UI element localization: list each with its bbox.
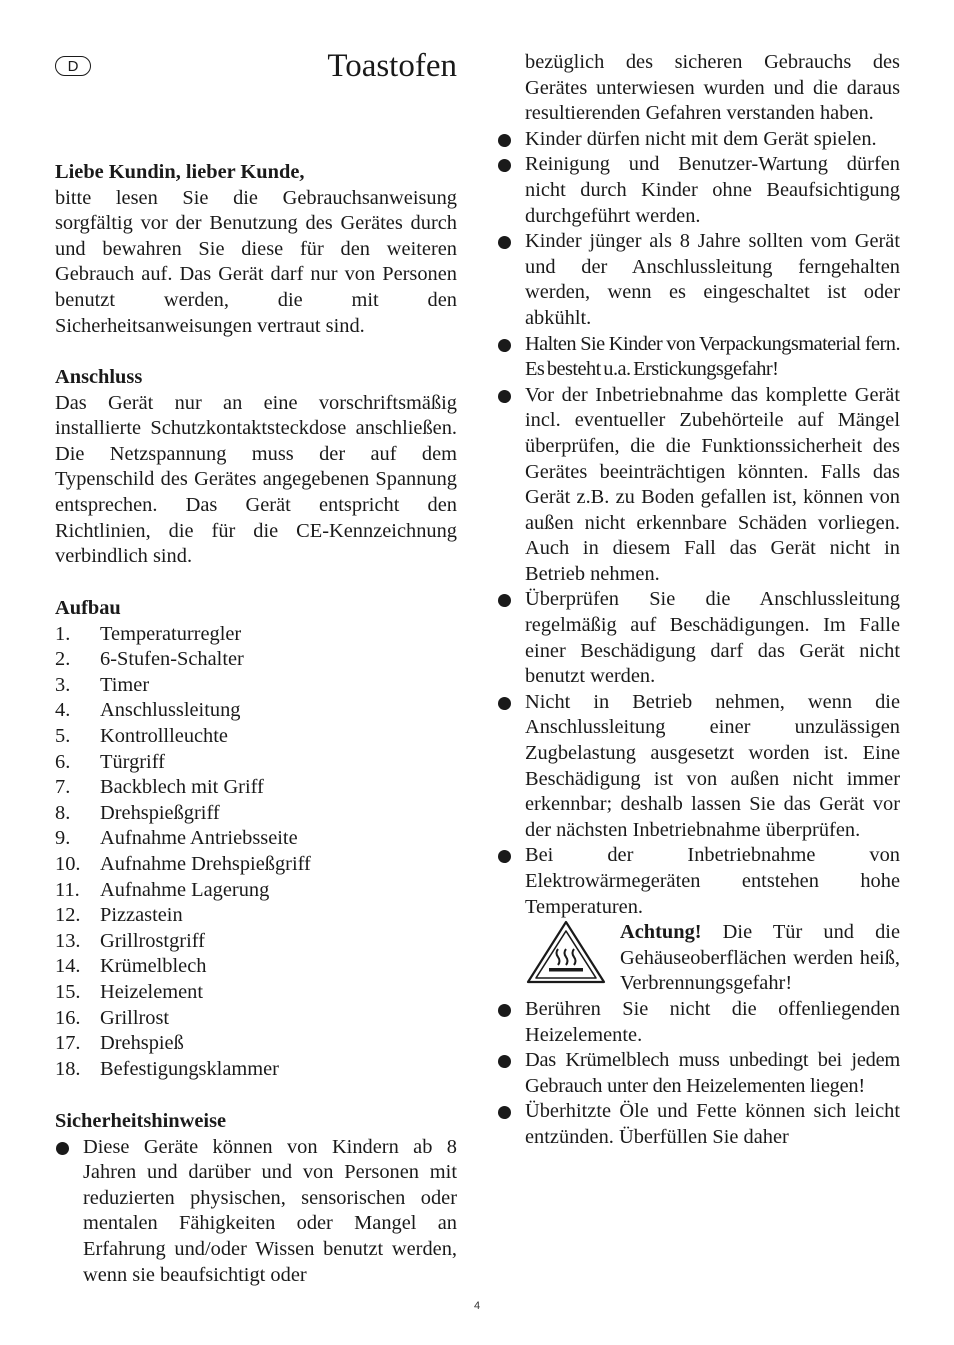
bullet-dot-icon	[498, 236, 511, 249]
safety-continuation: bezüglich des sicheren Gebrauchs des Gerätes unterwiesen wurden und die daraus resultierenden Gefahren verstanden haben.	[525, 51, 900, 125]
bullet-dot-icon	[498, 339, 511, 352]
safety-list-final	[497, 997, 900, 1151]
aufbau-item: 11. Aufnahme Lagerung	[55, 878, 270, 901]
aufbau-item: 6. Türgriff	[55, 750, 165, 773]
safety-bullet: Diese Geräte können von Kindern ab 8 Jahren und darüber und von Personen mit reduzierten physischen, sensorischen oder mentalen Fähigkeiten oder Mangel an Erfahrung und/oder Wissen benutzt werden, wenn sie beaufsichtigt oder	[55, 1135, 457, 1289]
aufbau-item: 17. Drehspieß	[55, 1032, 184, 1055]
bullet-dot-icon	[498, 1055, 511, 1068]
safety-bullet: Bei der Inbetriebnahme von Elektrowärmegeräten entstehen hohe Temperaturen.	[497, 843, 900, 920]
safety-bullet: Kinder dürfen nicht mit dem Gerät spielen.	[497, 127, 900, 153]
aufbau-item: 15. Heizelement	[55, 980, 204, 1003]
bullet-dot-icon	[498, 390, 511, 403]
page-title: Toastofen	[327, 48, 457, 84]
aufbau-item: 4. Anschlussleitung	[55, 699, 241, 722]
safety-bullet: Halten Sie Kinder von Verpackungsmaterial fern. Es besteht u.a. Erstickungsgefahr!	[497, 332, 900, 383]
bullet-dot-icon	[498, 697, 511, 710]
bullet-dot-icon	[498, 1004, 511, 1017]
hot-surface-warning	[525, 920, 900, 997]
aufbau-heading: Aufbau	[55, 597, 121, 619]
aufbau-item: 9. Aufnahme Antriebsseite	[55, 827, 298, 850]
safety-list	[55, 1135, 457, 1289]
aufbau-section	[55, 596, 457, 1082]
intro-section	[55, 160, 457, 339]
anschluss-section	[55, 365, 457, 570]
aufbau-item: 8. Drehspießgriff	[55, 801, 220, 824]
safety-section	[55, 1109, 457, 1288]
safety-bullet: Das Krümelblech muss unbedingt bei jedem Gebrauch unter den Heizelementen liegen!	[497, 1048, 900, 1099]
bullet-dot-icon	[56, 1142, 69, 1155]
bullet-dot-icon	[498, 134, 511, 147]
aufbau-item: 5. Kontrollleuchte	[55, 724, 228, 747]
safety-bullet: Reinigung und Benutzer-Wartung dürfen nicht durch Kinder ohne Beaufsichtigung durchgeführt werden.	[497, 152, 900, 229]
language-badge: D	[55, 56, 91, 76]
page-number: 4	[473, 1300, 481, 1312]
safety-bullet: Überhitzte Öle und Fette können sich leicht entzünden. Überfüllen Sie daher	[497, 1099, 900, 1150]
aufbau-item: 16. Grillrost	[55, 1006, 170, 1029]
hot-surface-warning-icon	[525, 919, 607, 985]
safety-bullet: Kinder jünger als 8 Jahre sollten vom Gerät und der Anschlussleitung ferngehalten werden, wenn es eingeschaltet ist oder abkühlt.	[497, 229, 900, 331]
intro-heading: Liebe Kundin, lieber Kunde,	[55, 161, 305, 183]
bullet-dot-icon	[498, 850, 511, 863]
safety-bullet: Überprüfen Sie die Anschlussleitung regelmäßig auf Beschädigungen. Im Falle einer Beschädigung darf das Gerät nicht benutzt werden.	[497, 587, 900, 689]
aufbau-item: 3. Timer	[55, 673, 150, 696]
anschluss-text: Das Gerät nur an eine vorschriftsmäßig installierte Schutzkontaktsteckdose anschließen. Die Netzspannung muss der auf dem Typenschild des Gerätes angegebenen Spannung entsprechen. Das Gerät entspricht den Richtlinien, die für die CE-Kennzeichnung verbindlich sind.	[55, 391, 457, 568]
bullet-dot-icon	[498, 159, 511, 172]
aufbau-item: 13. Grillrostgriff	[55, 929, 205, 952]
anschluss-heading: Anschluss	[55, 366, 143, 388]
safety-bullet: Berühren Sie nicht die offenliegenden Heizelemente.	[497, 997, 900, 1048]
bullet-dot-icon	[498, 594, 511, 607]
aufbau-item: 1. Temperaturregler	[55, 622, 242, 645]
safety-list-continued	[497, 127, 900, 920]
aufbau-list	[55, 622, 457, 1083]
aufbau-item: 14. Krümelblech	[55, 955, 207, 978]
safety-bullet: Vor der Inbetriebnahme das komplette Gerät incl. eventueller Zubehörteile auf Mängel überprüfen, die die Funktionssicherheit des Gerätes beeinträchtigen könnten. Falls das Gerät z.B. zu Boden gefallen ist, können von außen nicht erkennbare Schäden vorliegen. Auch in diesem Fall das Gerät nicht in Betrieb nehmen.	[497, 383, 900, 588]
safety-heading: Sicherheitshinweise	[55, 1110, 227, 1132]
bullet-dot-icon	[498, 1106, 511, 1119]
safety-bullet: Nicht in Betrieb nehmen, wenn die Anschlussleitung einer unzulässigen Zugbelastung ausgesetzt worden ist. Eine Beschädigung ist von außen nicht immer erkennbar; deshalb lassen Sie das Gerät vor der nächsten Inbetriebnahme überprüfen.	[497, 690, 900, 844]
aufbau-item: 10. Aufnahme Drehspießgriff	[55, 852, 311, 875]
intro-text: bitte lesen Sie die Gebrauchsanweisung sorgfältig vor der Benutzung des Gerätes durch und bewahren Sie diese für den weiteren Gebrauch auf. Das Gerät darf nur von Personen benutzt werden, die mit den Sicherheitsanweisungen vertraut sind.	[55, 186, 457, 337]
right-column	[497, 50, 900, 1151]
aufbau-item: 7. Backblech mit Griff	[55, 776, 264, 799]
aufbau-item: 12. Pizzastein	[55, 904, 183, 927]
aufbau-item: 18. Befestigungsklammer	[55, 1057, 279, 1080]
aufbau-item: 2. 6-Stufen-Schalter	[55, 648, 244, 671]
warning-text: Achtung! Die Tür und die Gehäuseoberflächen werden heiß, Verbrennungsgefahr!	[620, 921, 900, 995]
